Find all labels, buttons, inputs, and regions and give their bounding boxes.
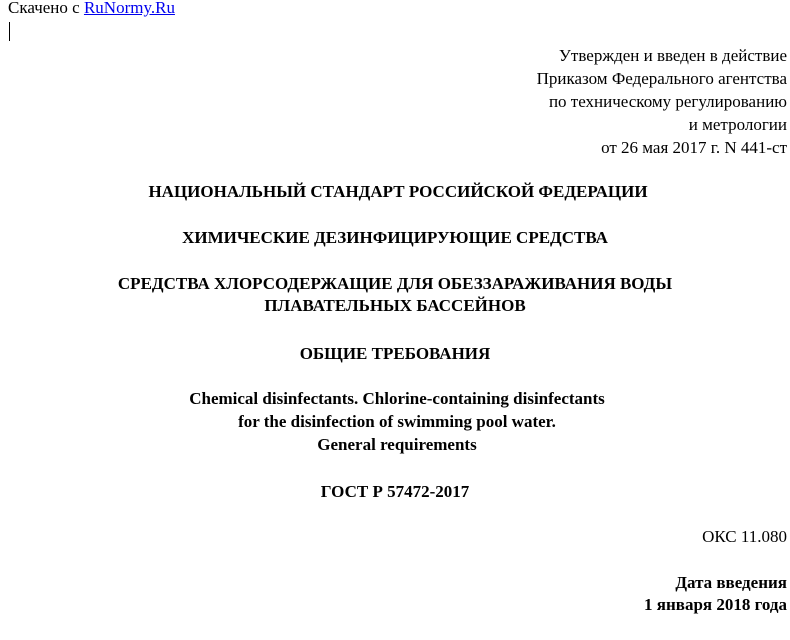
approval-line: Приказом Федерального агентства	[536, 69, 787, 88]
source-prefix: Скачено с	[8, 0, 80, 17]
english-title	[2, 387, 790, 456]
designation-text: ГОСТ Р 57472-2017	[320, 482, 470, 501]
english-title-line: for the disinfection of swimming pool water.	[238, 412, 556, 431]
english-title-line: Chemical disinfectants. Chlorine-containing disinfectants	[189, 389, 605, 408]
document-title-line: СРЕДСТВА ХЛОРСОДЕРЖАЩИЕ ДЛЯ ОБЕЗЗАРАЖИВАНИЯ ВОДЫ	[117, 274, 673, 293]
subtitle-heading	[0, 343, 790, 365]
group-title-heading	[0, 227, 790, 249]
approval-line: от 26 мая 2017 г. N 441-ст	[601, 138, 787, 157]
source-line	[8, 0, 175, 18]
introduction-date: 1 января 2018 года	[644, 595, 787, 614]
approval-line: по техническому регулированию	[548, 92, 787, 111]
introduction-date-block	[644, 572, 787, 616]
oks-code: ОКС 11.080	[702, 527, 787, 546]
approval-line: и метрологии	[688, 115, 787, 134]
text-cursor	[9, 22, 10, 41]
english-title-line: General requirements	[317, 435, 477, 454]
standard-type-text: НАЦИОНАЛЬНЫЙ СТАНДАРТ РОССИЙСКОЙ ФЕДЕРАЦИИ	[148, 182, 648, 201]
standard-type-heading	[3, 181, 790, 203]
source-link[interactable]: RuNormy.Ru	[83, 0, 175, 17]
approval-block	[537, 44, 787, 159]
document-title-line: ПЛАВАТЕЛЬНЫХ БАССЕЙНОВ	[264, 296, 526, 315]
designation-heading	[0, 481, 790, 503]
approval-line: Утвержден и введен в действие	[558, 46, 787, 65]
document-title	[0, 273, 790, 317]
group-title-text: ХИМИЧЕСКИЕ ДЕЗИНФИЦИРУЮЩИЕ СРЕДСТВА	[182, 228, 608, 247]
subtitle-text: ОБЩИЕ ТРЕБОВАНИЯ	[299, 344, 491, 363]
introduction-label: Дата введения	[675, 573, 787, 592]
